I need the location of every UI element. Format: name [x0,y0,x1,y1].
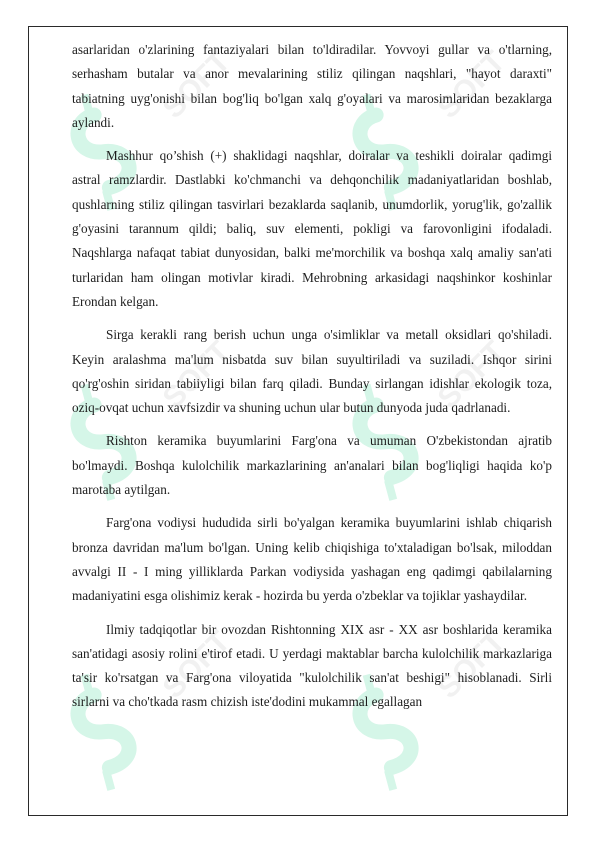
paragraph: Farg'ona vodiysi hududida sirli bo'yalgan keramika buyumlarini ishlab chiqarish bronza davridan ma'lum bo'lgan. Uning kelib chiqishiga to'xtaladigan bo'lsak, miloddan avvalgi II - I ming yilliklarda Parkan vodiysida yashagan eng qadimgi qabilalarning madaniyatini esga olishimiz kerak - hozirda bu yerda o'zbeklar va tojiklar yashaydilar. [72,515,552,604]
watermark-text: SOFT [431,625,512,705]
paragraph: Sirga kerakli rang berish uchun unga o'simliklar va metall oksidlari qo'shiladi. Keyin aralashma ma'lum nisbatda suv bilan suyultiriladi va suziladi. Ishqor sirini qo'rg'oshin siridan tabiiyligi bilan farq qiladi. Bunday sirlangan idishlar ekologik toza, oziq-ovqat uchun xavfsizdir va shuning uchun ular butun dunyoda juda qadrlanadi. [72,327,552,416]
document-body [72,38,552,724]
watermark-text: SOFT [431,335,512,415]
paragraph: Rishton keramika buyumlarini Farg'ona va umuman O'zbekistondan ajratib bo'lmaydi. Boshqa kulolchilik markazlarining an'analari bilan bog'liqligi haqida ko'p marotaba aytilgan. [72,433,552,498]
paragraph: Mashhur qo’shish (+) shaklidagi naqshlar, doiralar va teshikli doiralar qadimgi astral ramzlardir. Dastlabki ko'chmanchi va dehqonchilik madaniyatlaridan boshlab, qushlarning stiliz qilingan tasvirlari bezaklarda saqlanib, unumdorlik, yorug'lik, go'zallik g'oyasini tarannum qildi; baliq, suv elementi, pokligi va farovonligini ifodaladi. Naqshlarga nafaqat tabiat dunyosidan, balki me'morchilik va boshqa xalq amaliy san'ati turlaridan ham olingan motivlar kiradi. Mehrobning arkasidagi naqshinkor koshinlar Erondan kelgan. [72,148,552,309]
watermark-text: SOFT [431,45,512,125]
paragraph: asarlaridan o'zlarining fantaziyalari bilan to'ldiradilar. Yovvoyi gullar va o'tlarning, serhasham butalar va anor mevalarining stiliz qilingan naqshlari, "hayot daraxti" tabiatning uyg'onishi bilan bog'liq bo'lgan xalq g'oyalari va marosimlaridan bezaklarga aylandi. [72,42,552,130]
watermark-text: SOFT [156,45,237,125]
watermark-text: SOFT [156,335,237,415]
watermark-text: SOFT [156,625,237,705]
paragraph: Ilmiy tadqiqotlar bir ovozdan Rishtonning XIX asr - XX asr boshlarida keramika san'atidagi asosiy rolini e'tirof etadi. U yerdagi maktablar barcha kulolchilik markazlariga ta'sir ko'rsatgan va Farg'ona viloyatida "kulolchilik san'at beshigi" hisoblanadi. Sirli sirlarni va cho'tkada rasm chizish iste'dodini mukammal egallagan [72,621,552,710]
